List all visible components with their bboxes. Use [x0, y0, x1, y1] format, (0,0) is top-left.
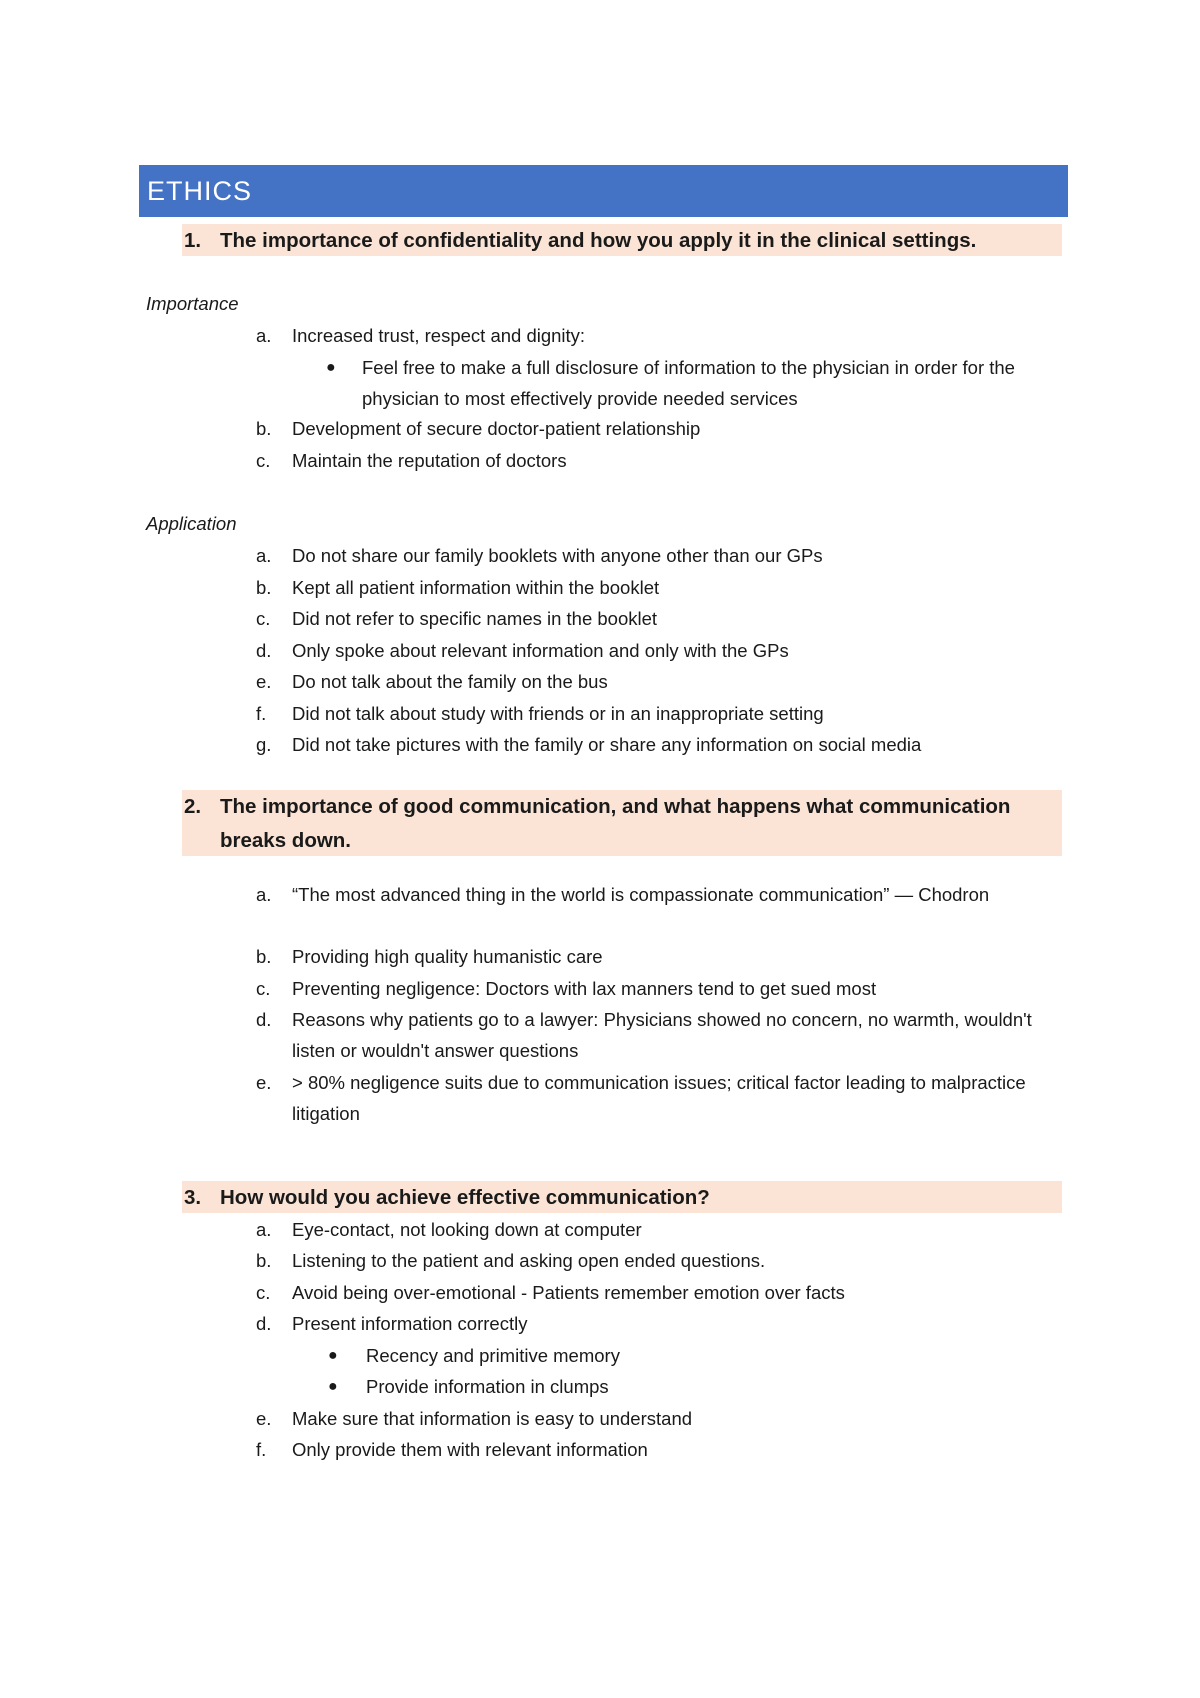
list-item-text: Do not share our family booklets with anyone other than our GPs	[292, 545, 823, 566]
list-item	[256, 1277, 1056, 1308]
bullet-item	[328, 1340, 1028, 1371]
list-item	[256, 879, 1056, 910]
section-2-heading	[182, 790, 1062, 856]
list-item	[256, 1308, 1056, 1339]
list-marker: a.	[256, 884, 272, 905]
list-item	[256, 666, 1056, 697]
list-marker: e.	[256, 1408, 272, 1429]
application-label: Application	[146, 513, 237, 534]
bullet-text: Provide information in clumps	[366, 1376, 609, 1397]
list-marker: d.	[256, 640, 272, 661]
list-marker: f.	[256, 1439, 267, 1460]
list-item	[256, 1004, 1056, 1066]
list-marker: e.	[256, 671, 272, 692]
list-marker: a.	[256, 1219, 272, 1240]
list-item-text: Maintain the reputation of doctors	[292, 450, 567, 471]
section-heading-text: The importance of confidentiality and how you apply it in the clinical settings.	[220, 229, 977, 252]
list-item-text: Listening to the patient and asking open ended questions.	[292, 1250, 766, 1271]
list-marker: f.	[256, 703, 267, 724]
list-item-text: Preventing negligence: Doctors with lax manners tend to get sued most	[292, 978, 877, 999]
bullet-item	[326, 352, 1066, 414]
list-item	[256, 1403, 1056, 1434]
list-marker: g.	[256, 734, 272, 755]
list-marker: c.	[256, 450, 271, 471]
list-item	[256, 698, 1056, 729]
list-item	[256, 320, 1056, 351]
list-item	[256, 973, 1056, 1004]
list-item-text: Eye-contact, not looking down at computer	[292, 1219, 642, 1240]
list-item-text: Increased trust, respect and dignity:	[292, 325, 586, 346]
list-item	[256, 413, 1056, 444]
list-marker: a.	[256, 325, 272, 346]
list-item-text: Only spoke about relevant information and only with the GPs	[292, 640, 789, 661]
list-item	[256, 1067, 1056, 1129]
list-item-text: Did not take pictures with the family or share any information on social media	[292, 734, 922, 755]
list-marker: b.	[256, 946, 272, 967]
list-item	[256, 1434, 1056, 1465]
list-marker: c.	[256, 978, 271, 999]
list-marker: a.	[256, 545, 272, 566]
bullet-dot-icon: ●	[326, 359, 336, 376]
list-item	[256, 445, 1056, 476]
list-item-text: Did not talk about study with friends or in an inappropriate setting	[292, 703, 824, 724]
list-item-text: Do not talk about the family on the bus	[292, 671, 608, 692]
list-item-text: Kept all patient information within the booklet	[292, 577, 660, 598]
list-item	[256, 572, 1056, 603]
list-marker: d.	[256, 1009, 272, 1030]
section-1-heading	[182, 224, 1062, 256]
list-item-text: Make sure that information is easy to understand	[292, 1408, 693, 1429]
list-item	[256, 941, 1056, 972]
section-3-heading	[182, 1181, 1062, 1213]
list-item-text: Avoid being over-emotional - Patients remember emotion over facts	[292, 1282, 845, 1303]
section-heading-text: The importance of good communication, and what happens what communication breaks down.	[220, 795, 1011, 852]
list-item	[256, 1214, 1056, 1245]
list-item-text: Reasons why patients go to a lawyer: Physicians showed no concern, no warmth, wouldn't listen or wouldn't answer questions	[292, 1009, 1032, 1061]
list-marker: b.	[256, 418, 272, 439]
list-marker: c.	[256, 608, 271, 629]
list-item	[256, 540, 1056, 571]
list-item-text: Providing high quality humanistic care	[292, 946, 603, 967]
page-title: ETHICS	[139, 165, 1068, 217]
bullet-dot-icon: ●	[328, 1378, 338, 1395]
list-item-text: Development of secure doctor-patient relationship	[292, 418, 701, 439]
list-item	[256, 729, 1056, 760]
list-item-text: “The most advanced thing in the world is compassionate communication” — Chodron	[292, 884, 990, 905]
section-heading-text: How would you achieve effective communication?	[220, 1186, 710, 1209]
list-marker: b.	[256, 1250, 272, 1271]
bullet-item	[328, 1371, 1028, 1402]
list-marker: c.	[256, 1282, 271, 1303]
list-item	[256, 1245, 1056, 1276]
importance-label: Importance	[146, 293, 239, 314]
bullet-text: Recency and primitive memory	[366, 1345, 620, 1366]
list-item	[256, 635, 1056, 666]
list-item-text: Only provide them with relevant information	[292, 1439, 648, 1460]
list-marker: d.	[256, 1313, 272, 1334]
list-item-text: Did not refer to specific names in the booklet	[292, 608, 658, 629]
list-marker: e.	[256, 1072, 272, 1093]
section-number: 2.	[184, 795, 202, 818]
section-number: 1.	[184, 229, 202, 252]
list-item	[256, 603, 1056, 634]
list-item-text: Present information correctly	[292, 1313, 528, 1334]
list-item-text: > 80% negligence suits due to communication issues; critical factor leading to malpractice litigation	[292, 1072, 1026, 1124]
section-number: 3.	[184, 1186, 202, 1209]
bullet-text: Feel free to make a full disclosure of information to the physician in order for the physician to most effectively provide needed services	[362, 357, 1015, 409]
list-marker: b.	[256, 577, 272, 598]
bullet-dot-icon: ●	[328, 1347, 338, 1364]
